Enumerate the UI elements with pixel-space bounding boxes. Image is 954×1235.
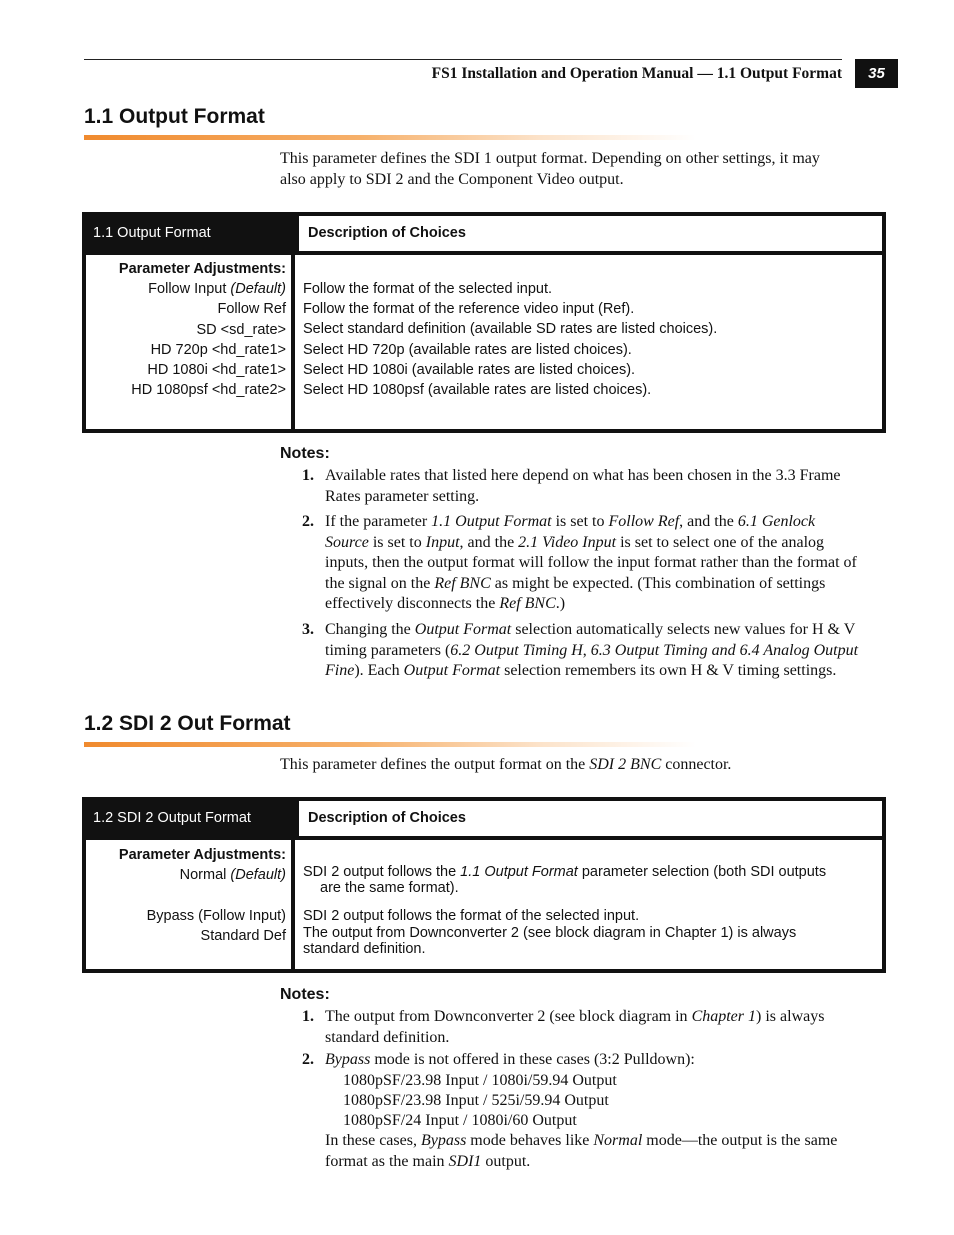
choice-normal: Normal (Default) [179,867,286,883]
choice-standard-def: Standard Def [200,928,286,944]
choice-hd-1080psf: HD 1080psf <hd_rate2> [131,382,286,399]
text-run: mode behaves like [466,1132,594,1149]
desc-hd-720p: Select HD 720p (available rates are listed choices). [303,341,632,358]
note-number: 1. [302,467,314,484]
table-divider [86,836,882,840]
text-run: Changing the [325,621,415,638]
section2-intro: This parameter defines the output format on the SDI 2 BNC connector. [280,756,732,773]
text-run: Available rates that listed here depend on what has been chosen in the 3.3 Frame Rates parameter setting. [325,467,841,505]
page-number: 35 [855,59,898,88]
note-item [302,1050,862,1071]
text-run: mode—the output is the same format as the main [325,1132,838,1170]
emphasis-text: 2.1 Video Input [518,533,617,551]
emphasis-text: 6.3 Output Timing and 6.4 Analog Output Fine [325,641,859,679]
note-text [325,512,862,615]
note-number: 2. [302,1051,314,1068]
section-rule [84,135,696,140]
text-run: If the parameter [325,513,432,530]
note-tail [302,1131,862,1172]
section-title-sdi2-out-format: 1.2 SDI 2 Out Format [84,712,291,735]
emphasis-text: Ref BNC [434,574,491,592]
note-text: The output from Downconverter 2 (see block diagram in Chapter 1) is always standard definition. [325,1008,825,1046]
desc-follow-ref: Follow the format of the reference video input (Ref). [303,301,635,318]
table-column-rule [291,840,295,969]
table-column-rule [291,255,295,429]
note-text: Bypass mode is not offered in these cases (3:2 Pulldown): [325,1051,695,1068]
param-adjustments-label: Parameter Adjustments: [118,261,286,277]
choice-bypass: Bypass (Follow Input) [146,908,286,924]
table-divider [86,251,882,255]
note-item [302,1007,862,1048]
text-run: is set to [368,533,426,551]
text-run: ). Each [354,662,404,679]
emphasis-text: Normal [593,1132,643,1149]
note-text [325,466,862,507]
choice-follow-input: Follow Input (Default) [148,281,286,298]
choice-follow-ref: Follow Ref [217,301,286,318]
choice-hd-720p: HD 720p <hd_rate1> [150,341,286,358]
running-title: FS1 Installation and Operation Manual — 1.1 Output Format [431,65,842,82]
notes-title: Notes: [280,445,330,462]
section-title-output-format: 1.1 Output Format [84,105,265,128]
text-run: output. [481,1152,531,1170]
note-text [325,620,862,682]
notes-title: Notes: [280,986,330,1003]
emphasis-text: Output Format [403,662,501,679]
param-adjustments-column [86,259,286,400]
note-item [302,512,862,615]
sdi2-output-format-table [82,797,886,973]
text-run: .) [555,595,566,612]
text-run: , and the [459,533,519,551]
text-run: In these cases, [325,1132,421,1149]
desc-standard-def: The output from Downconverter 2 (see block diagram in Chapter 1) is always standard definition. [303,925,797,957]
desc-bypass: SDI 2 output follows the format of the selected input. [303,908,640,924]
pulldown-case: 1080pSF/23.98 Input / 525i/59.94 Output [343,1092,609,1109]
note-item [302,466,862,507]
text-run: selection remembers its own H & V timing settings. [500,662,837,679]
emphasis-text: 6.1 Genlock Source [325,513,816,551]
table-header-param: 1.1 Output Format [86,216,295,251]
note-number: 2. [302,513,314,530]
text-run: is set to [551,513,609,530]
section1-intro-line2: also apply to SDI 2 and the Component Video output. [280,170,624,188]
section-rule [84,742,696,747]
table-header-description: Description of Choices [295,216,882,251]
desc-hd-1080psf: Select HD 1080psf (available rates are listed choices). [303,382,652,399]
output-format-table [82,212,886,433]
table-header-param: 1.2 SDI 2 Output Format [86,801,295,836]
desc-normal: SDI 2 output follows the 1.1 Output Format parameter selection (both SDI outputs are the same format). [303,864,827,896]
section1-intro [280,149,860,190]
emphasis-text: SDI1 [448,1152,482,1170]
desc-follow-input: Follow the format of the selected input. [303,281,553,297]
note-number: 3. [302,621,314,638]
emphasis-text: Input [425,533,460,551]
text-run: is set to select one of the analog inputs, then the output format will follow the input format rather than the format of the signal on the [325,533,857,592]
emphasis-text: Bypass [420,1132,467,1149]
desc-hd-1080i: Select HD 1080i (available rates are listed choices). [303,361,636,378]
param-adjustments-label: Parameter Adjustments: [118,847,286,863]
emphasis-text: 6.2 Output Timing H [450,641,583,659]
desc-sd: Select standard definition (available SD rates are listed choices). [303,321,718,338]
pulldown-case: 1080pSF/24 Input / 1080i/60 Output [343,1112,577,1129]
table-header-description: Description of Choices [295,801,882,836]
choice-hd-1080i: HD 1080i <hd_rate1> [147,362,286,379]
text-run: selection automatically selects new values for H & V timing parameters ( [325,621,855,659]
emphasis-text: Follow Ref [608,513,680,530]
choice-sd: SD <sd_rate> [196,321,286,338]
section1-intro-line1: This parameter defines the SDI 1 output format. Depending on other settings, it may [280,150,820,167]
header-rule [84,59,842,60]
emphasis-text: Output Format [414,621,512,638]
note-tail-text [325,1131,862,1172]
note-number: 1. [302,1008,314,1025]
emphasis-text: Ref BNC [499,595,556,612]
text-run: , [582,641,591,659]
pulldown-case: 1080pSF/23.98 Input / 1080i/59.94 Output [343,1072,617,1089]
description-column [303,279,872,400]
text-run: as might be expected. (This combination of settings effectively disconnects the [325,574,826,612]
text-run: , and the [679,513,738,530]
emphasis-text: 1.1 Output Format [431,513,552,530]
note-item [302,620,862,682]
